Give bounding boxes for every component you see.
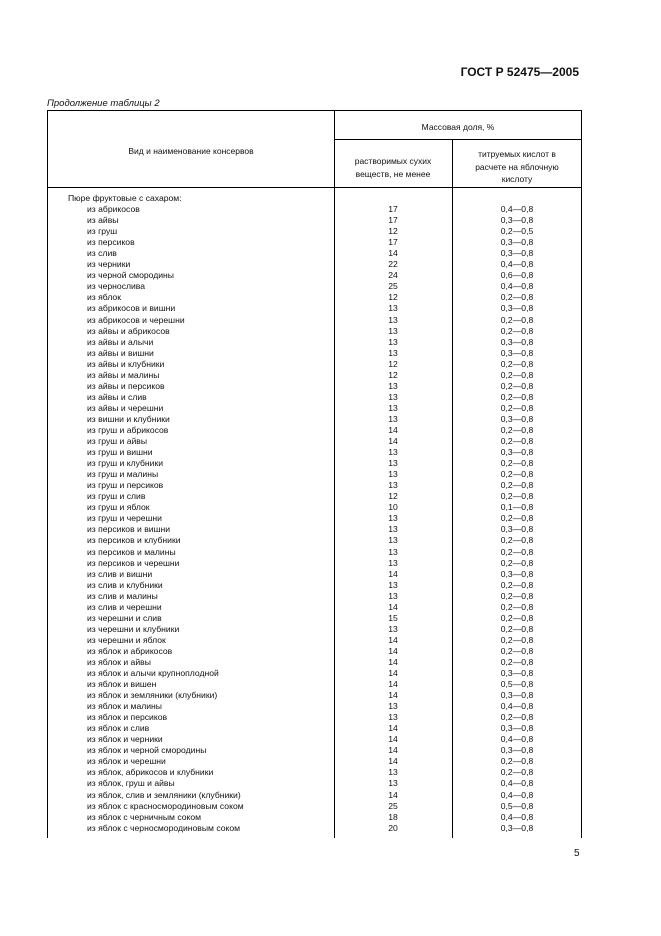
row-acids: 0,2—0,8: [500, 712, 534, 723]
row-solids: 14: [388, 734, 398, 745]
table-row: [48, 480, 581, 491]
row-name: из яблок и айвы: [87, 656, 151, 667]
row-acids: 0,3—0,8: [500, 668, 534, 679]
row-solids: 14: [388, 424, 398, 435]
row-solids: 14: [388, 745, 398, 756]
table-body: [48, 193, 581, 834]
row-name: из яблок и малины: [87, 701, 162, 712]
row-name: из яблок, груш и айвы: [87, 778, 175, 789]
row-acids: 0,2—0,8: [500, 458, 534, 469]
row-solids: 14: [388, 656, 398, 667]
table-row: [48, 458, 581, 469]
row-name: из яблок и вишен: [87, 679, 157, 690]
column-header-mass-share: Массовая доля, %: [421, 122, 495, 132]
row-name: из груш и черешни: [87, 513, 162, 524]
table-row: [48, 292, 581, 303]
table-row: [48, 502, 581, 513]
table-row: [48, 690, 581, 701]
table-row: [48, 215, 581, 226]
row-acids: 0,2—0,8: [500, 546, 534, 557]
row-solids: 13: [388, 557, 398, 568]
row-acids: 0,2—0,8: [500, 557, 534, 568]
row-acids: 0,2—0,8: [500, 579, 534, 590]
row-solids: 14: [388, 601, 398, 612]
row-name: из персиков и клубники: [87, 535, 181, 546]
row-name: из яблок и земляники (клубники): [87, 690, 218, 701]
row-solids: 22: [388, 259, 398, 270]
row-solids: 14: [388, 690, 398, 701]
table-row: [48, 646, 581, 657]
table-row: [48, 602, 581, 613]
row-name: из слив и клубники: [87, 579, 163, 590]
row-acids: 0,2—0,8: [500, 358, 534, 369]
column-header-name: Вид и наименование консервов: [128, 146, 254, 156]
row-name: из яблок и персиков: [87, 712, 168, 723]
row-name: из персиков: [87, 237, 135, 248]
row-acids: 0,2—0,8: [500, 491, 534, 502]
table-row: [48, 723, 581, 734]
table-row: [48, 668, 581, 679]
row-acids: 0,5—0,8: [500, 800, 534, 811]
table-row: [48, 381, 581, 392]
row-solids: 12: [388, 226, 398, 237]
table-row: [48, 558, 581, 569]
row-name: из яблок, слив и земляники (клубники): [87, 789, 241, 800]
row-solids: 17: [388, 237, 398, 248]
row-name: из яблок с черносмородиновым соком: [87, 822, 241, 833]
row-acids: 0,4—0,8: [500, 701, 534, 712]
row-acids: 0,3—0,8: [500, 215, 534, 226]
row-solids: 14: [388, 668, 398, 679]
row-acids: 0,2—0,8: [500, 612, 534, 623]
row-acids: 0,2—0,8: [500, 436, 534, 447]
row-solids: 13: [388, 391, 398, 402]
table-row: [48, 624, 581, 635]
header-bottom-divider: [48, 187, 581, 188]
row-solids: 20: [388, 822, 398, 833]
row-name: из яблок и слив: [87, 723, 150, 734]
row-acids: 0,2—0,8: [500, 767, 534, 778]
table-row: [48, 248, 581, 259]
row-solids: 13: [388, 314, 398, 325]
table-row: [48, 337, 581, 348]
row-name: Пюре фруктовые с сахаром:: [68, 193, 182, 203]
row-solids: 13: [388, 336, 398, 347]
row-name: из айвы и черешни: [87, 402, 164, 413]
row-acids: 0,3—0,8: [500, 723, 534, 734]
column-header-solids: растворимых сухих веществ, не менее: [354, 156, 432, 179]
table-row: [48, 414, 581, 425]
row-acids: 0,4—0,8: [500, 281, 534, 292]
row-name: из айвы и абрикосов: [87, 325, 170, 336]
row-acids: 0,4—0,8: [500, 811, 534, 822]
row-name: из айвы и персиков: [87, 380, 165, 391]
row-name: из персиков и черешни: [87, 557, 180, 568]
row-name: из слив и вишни: [87, 568, 153, 579]
row-name: из слив: [87, 248, 117, 259]
row-solids: 14: [388, 723, 398, 734]
table-row: [48, 734, 581, 745]
row-solids: 13: [388, 701, 398, 712]
row-solids: 13: [388, 469, 398, 480]
header-divider: [334, 139, 581, 140]
row-solids: 14: [388, 634, 398, 645]
table-row: [48, 756, 581, 767]
table-row: [48, 447, 581, 458]
row-solids: 14: [388, 645, 398, 656]
row-solids: 12: [388, 491, 398, 502]
row-acids: 0,2—0,8: [500, 656, 534, 667]
table-row: [48, 569, 581, 580]
row-solids: 17: [388, 204, 398, 215]
table-row: [48, 701, 581, 712]
row-solids: 18: [388, 811, 398, 822]
row-name: из груш и яблок: [87, 502, 150, 513]
table-row: [48, 491, 581, 502]
row-name: из яблок, абрикосов и клубники: [87, 767, 214, 778]
row-name: из груш и абрикосов: [87, 424, 169, 435]
row-solids: 13: [388, 524, 398, 535]
row-solids: 12: [388, 292, 398, 303]
row-acids: 0,2—0,8: [500, 535, 534, 546]
row-acids: 0,2—0,8: [500, 380, 534, 391]
row-name: из персиков и малины: [87, 546, 176, 557]
row-acids: 0,2—0,8: [500, 645, 534, 656]
row-solids: 17: [388, 215, 398, 226]
row-solids: 13: [388, 767, 398, 778]
row-name: из груш: [87, 226, 118, 237]
row-acids: 0,3—0,8: [500, 347, 534, 358]
row-acids: 0,2—0,8: [500, 314, 534, 325]
table-row: [48, 790, 581, 801]
table-row: [48, 425, 581, 436]
row-solids: 10: [388, 502, 398, 513]
row-acids: 0,2—0,8: [500, 424, 534, 435]
table-row: [48, 281, 581, 292]
column-header-acids: титруемых кислот в расчете на яблочную кислоту: [475, 149, 559, 184]
row-acids: 0,3—0,8: [500, 822, 534, 833]
row-acids: 0,3—0,8: [500, 745, 534, 756]
table-row: [48, 226, 581, 237]
row-name: из яблок и черной смородины: [87, 745, 207, 756]
table-row: [48, 326, 581, 337]
row-name: из абрикосов и вишни: [87, 303, 176, 314]
row-solids: 13: [388, 535, 398, 546]
table-row: [48, 513, 581, 524]
table-row: [48, 657, 581, 668]
row-solids: 24: [388, 270, 398, 281]
row-acids: 0,3—0,8: [500, 568, 534, 579]
row-name: из яблок с красносмородиновым соком: [87, 800, 244, 811]
row-acids: 0,3—0,8: [500, 336, 534, 347]
row-acids: 0,2—0,8: [500, 480, 534, 491]
row-acids: 0,3—0,8: [500, 248, 534, 259]
row-acids: 0,1—0,8: [500, 502, 534, 513]
row-solids: 13: [388, 458, 398, 469]
row-acids: 0,6—0,8: [500, 270, 534, 281]
table-row: [48, 635, 581, 646]
table-row: [48, 348, 581, 359]
table-row: [48, 580, 581, 591]
row-solids: 13: [388, 623, 398, 634]
row-name: из груш и малины: [87, 469, 159, 480]
row-name: из груш и айвы: [87, 436, 148, 447]
row-solids: 14: [388, 248, 398, 259]
row-name: из черешни и слив: [87, 612, 162, 623]
row-acids: 0,2—0,8: [500, 513, 534, 524]
row-acids: 0,3—0,8: [500, 303, 534, 314]
table-row: [48, 613, 581, 624]
table-row: [48, 403, 581, 414]
row-solids: 14: [388, 789, 398, 800]
table-row: [48, 436, 581, 447]
table-continuation-caption: Продолжение таблицы 2: [47, 98, 160, 109]
row-name: из чернослива: [87, 281, 146, 292]
row-name: из яблок и алычи крупноплодной: [87, 668, 219, 679]
row-acids: 0,4—0,8: [500, 204, 534, 215]
row-name: из груш и персиков: [87, 480, 164, 491]
row-name: из айвы и вишни: [87, 347, 154, 358]
page-number: 5: [574, 848, 580, 859]
row-solids: 13: [388, 712, 398, 723]
row-acids: 0,2—0,8: [500, 292, 534, 303]
table-row: [48, 359, 581, 370]
row-name: из яблок: [87, 292, 121, 303]
row-acids: 0,4—0,8: [500, 734, 534, 745]
row-solids: 13: [388, 380, 398, 391]
row-solids: 14: [388, 568, 398, 579]
row-solids: 13: [388, 546, 398, 557]
table-row: [48, 392, 581, 403]
row-solids: 25: [388, 800, 398, 811]
row-name: из слив и малины: [87, 590, 158, 601]
table-row: [48, 767, 581, 778]
row-acids: 0,3—0,8: [500, 447, 534, 458]
table-row: [48, 524, 581, 535]
row-solids: 13: [388, 413, 398, 424]
row-name: из абрикосов: [87, 204, 140, 215]
row-acids: 0,2—0,8: [500, 756, 534, 767]
row-name: из черной смородины: [87, 270, 174, 281]
row-solids: 15: [388, 612, 398, 623]
row-solids: 13: [388, 590, 398, 601]
row-solids: 13: [388, 480, 398, 491]
table-group-row: [48, 193, 581, 204]
row-acids: 0,2—0,8: [500, 391, 534, 402]
row-acids: 0,2—0,8: [500, 634, 534, 645]
row-solids: 14: [388, 436, 398, 447]
row-acids: 0,5—0,8: [500, 679, 534, 690]
table-row: [48, 303, 581, 314]
table-row: [48, 469, 581, 480]
table-row: [48, 812, 581, 823]
row-name: из яблок и абрикосов: [87, 645, 173, 656]
row-name: из айвы: [87, 215, 119, 226]
row-solids: 14: [388, 679, 398, 690]
table-row: [48, 259, 581, 270]
data-table: [47, 110, 582, 838]
table-row: [48, 204, 581, 215]
row-solids: 25: [388, 281, 398, 292]
row-solids: 13: [388, 303, 398, 314]
row-name: из яблок с черничным соком: [87, 811, 202, 822]
row-acids: 0,2—0,8: [500, 325, 534, 336]
row-name: из айвы и алычи: [87, 336, 154, 347]
row-acids: 0,3—0,8: [500, 690, 534, 701]
row-name: из персиков и вишни: [87, 524, 171, 535]
row-solids: 13: [388, 402, 398, 413]
row-name: из абрикосов и черешни: [87, 314, 185, 325]
row-acids: 0,4—0,8: [500, 778, 534, 789]
row-name: из айвы и клубники: [87, 358, 165, 369]
row-solids: 14: [388, 756, 398, 767]
row-acids: 0,3—0,8: [500, 237, 534, 248]
row-acids: 0,2—0,8: [500, 369, 534, 380]
row-name: из груш и вишни: [87, 447, 153, 458]
row-name: из черники: [87, 259, 131, 270]
row-acids: 0,2—0,8: [500, 590, 534, 601]
row-name: из груш и слив: [87, 491, 146, 502]
table-row: [48, 778, 581, 789]
row-acids: 0,4—0,8: [500, 259, 534, 270]
table-row: [48, 370, 581, 381]
table-row: [48, 270, 581, 281]
table-row: [48, 823, 581, 834]
row-name: из черешни и клубники: [87, 623, 180, 634]
row-solids: 13: [388, 347, 398, 358]
row-solids: 12: [388, 358, 398, 369]
row-solids: 13: [388, 778, 398, 789]
row-acids: 0,2—0,8: [500, 623, 534, 634]
row-solids: 13: [388, 513, 398, 524]
table-row: [48, 712, 581, 723]
row-name: из слив и черешни: [87, 601, 162, 612]
row-acids: 0,2—0,8: [500, 469, 534, 480]
row-name: из черешни и яблок: [87, 634, 166, 645]
row-name: из айвы и малины: [87, 369, 160, 380]
row-acids: 0,2—0,5: [500, 226, 534, 237]
row-name: из яблок и черешни: [87, 756, 166, 767]
table-row: [48, 679, 581, 690]
table-row: [48, 801, 581, 812]
row-acids: 0,2—0,8: [500, 601, 534, 612]
row-acids: 0,3—0,8: [500, 524, 534, 535]
row-name: из груш и клубники: [87, 458, 164, 469]
row-solids: 13: [388, 325, 398, 336]
table-row: [48, 547, 581, 558]
table-row: [48, 237, 581, 248]
table-row: [48, 315, 581, 326]
table-row: [48, 535, 581, 546]
document-code: ГОСТ Р 52475—2005: [460, 65, 579, 79]
table-row: [48, 745, 581, 756]
row-acids: 0,2—0,8: [500, 402, 534, 413]
row-name: из айвы и слив: [87, 391, 147, 402]
row-acids: 0,4—0,8: [500, 789, 534, 800]
row-solids: 13: [388, 447, 398, 458]
row-acids: 0,3—0,8: [500, 413, 534, 424]
row-name: из яблок и черники: [87, 734, 163, 745]
table-row: [48, 591, 581, 602]
row-name: из вишни и клубники: [87, 413, 170, 424]
row-solids: 12: [388, 369, 398, 380]
row-solids: 13: [388, 579, 398, 590]
